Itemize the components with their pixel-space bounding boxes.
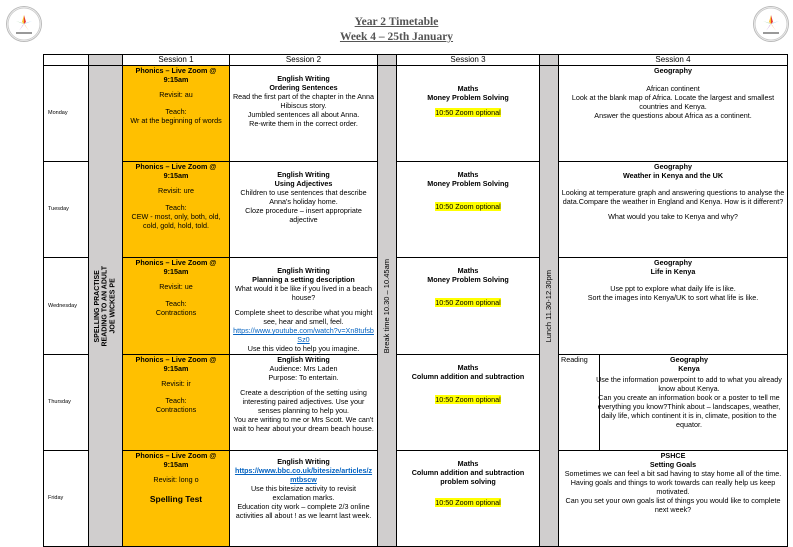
topic-line: Sort the images into Kenya/UK to sort what life is like. (587, 293, 759, 302)
topic-line: Use the information powerpoint to add to what you already know about Kenya. (596, 375, 782, 393)
english-line: You are writing to me or Mrs Scott. We can't wait to hear about your dream beach house. (233, 415, 374, 433)
topic-line: What would you take to Kenya and why? (608, 212, 738, 221)
maths-cell (397, 355, 540, 451)
topic-title: PSHCE (660, 451, 686, 460)
phonics-teach-label: Teach: (165, 396, 187, 405)
topic-subtitle: Weather in Kenya and the UK (622, 171, 724, 180)
corner-cell (44, 55, 89, 66)
english-line: Cloze procedure – insert appropriate adjective (245, 206, 362, 224)
maths-title: Maths (457, 363, 479, 372)
phonics-teach-label: Teach: (165, 107, 187, 116)
topic-cell (559, 66, 788, 162)
day-row-tuesday (44, 162, 788, 258)
maths-cell (397, 162, 540, 258)
topic-line: Answer the questions about Africa as a continent. (594, 111, 752, 120)
english-subtitle: Ordering Sentences (269, 83, 338, 92)
maths-subtitle: Money Problem Solving (427, 179, 509, 188)
phonics-title: Phonics – Live Zoom @ 9:15am (135, 258, 217, 276)
topic-subtitle: Kenya (678, 364, 700, 373)
english-cell (230, 451, 378, 547)
english-line: Jumbled sentences all about Anna. (247, 110, 360, 119)
english-line: Use this video to help you imagine. (247, 344, 360, 353)
phonics-cell (123, 355, 230, 451)
reading-subcell (559, 355, 600, 450)
english-cell (230, 66, 378, 162)
zoom-optional-badge: 10:50 Zoom optional (435, 395, 501, 404)
english-cell (230, 162, 378, 258)
youtube-link[interactable]: https://www.youtube.com/watch?v=Xn8tufsbSz0 (233, 326, 374, 344)
topic-line: Use ppt to explore what daily life is like. (610, 284, 736, 293)
day-row-wednesday (44, 258, 788, 355)
english-subtitle: Using Adjectives (274, 179, 333, 188)
day-label: Wednesday (44, 258, 89, 355)
english-line: Audience: Mrs Laden (269, 364, 338, 373)
english-title: English Writing (277, 355, 330, 364)
day-row-friday (44, 451, 788, 547)
topic-title: Geography (654, 258, 692, 267)
phonics-teach: Contractions (155, 308, 197, 317)
day-row-thursday (44, 355, 788, 451)
phonics-revisit: Revisit: long o (153, 475, 199, 484)
english-line: Read the first part of the chapter in the Anna Hibiscus story. (232, 92, 375, 110)
topic-cell (559, 162, 788, 258)
lunch-label: Lunch 11.30-12.30pm (543, 269, 553, 343)
topic-line: Can you create an information book or a poster to tell me everything you know?Think about – landscapes, weather, daily life, which continent it is in, climate, position to the equator. (597, 393, 781, 429)
spelling-reading-pe-column (89, 66, 123, 547)
english-line: What would it be like if you lived in a beach house? (234, 284, 373, 302)
topic-subtitle: Setting Goals (649, 460, 697, 469)
page-title: Year 2 Timetable (354, 16, 439, 28)
maths-cell (397, 451, 540, 547)
english-cell (230, 258, 378, 355)
english-line: Create a description of the setting using interesting paired adjectives. Use your senses planning to help you. (240, 388, 367, 415)
break-header-cell (378, 55, 397, 66)
topic-title: Geography (670, 355, 708, 364)
column-header-session-1: Session 1 (123, 55, 230, 66)
timetable-header-row (44, 55, 788, 66)
maths-subtitle: Money Problem Solving (427, 93, 509, 102)
english-line: Purpose: To entertain. (268, 373, 339, 382)
english-line: Use this bitesize activity to revisit exclamation marks. (250, 484, 357, 502)
column-header-session-4: Session 4 (559, 55, 788, 66)
spelling-test-label: Spelling Test (149, 494, 203, 504)
zoom-optional-badge: 10:50 Zoom optional (435, 298, 501, 307)
day-label: Monday (44, 66, 89, 162)
day-label: Friday (44, 451, 89, 547)
lunch-header-cell (540, 55, 559, 66)
topic-line: Sometimes we can feel a bit sad having to stay home all of the time. Having goals and things to work towards can really help us keep motivated. (564, 469, 782, 496)
bitesize-link[interactable]: https://www.bbc.co.uk/bitesize/articles/zmtbscw (234, 466, 373, 484)
english-title: English Writing (277, 170, 330, 179)
column-header-session-3: Session 3 (397, 55, 540, 66)
english-cell (230, 355, 378, 451)
phonics-revisit: Revisit: ir (161, 379, 191, 388)
topic-cell (559, 355, 788, 451)
maths-title: Maths (457, 266, 479, 275)
phonics-teach: Wr at the beginning of words (130, 116, 222, 125)
phonics-teach-label: Teach: (165, 299, 187, 308)
topic-cell (559, 451, 788, 547)
zoom-optional-badge: 10:50 Zoom optional (435, 498, 501, 507)
phonics-title: Phonics – Live Zoom @ 9:15am (135, 451, 217, 469)
english-line: Children to use sentences that describe Anna's holiday home. (240, 188, 367, 206)
english-title: English Writing (277, 74, 330, 83)
english-line: Re-write them in the correct order. (249, 119, 358, 128)
english-title: English Writing (277, 266, 330, 275)
day-row-monday (44, 66, 788, 162)
maths-title: Maths (457, 84, 479, 93)
phonics-teach-label: Teach: (165, 203, 187, 212)
topic-cell (559, 258, 788, 355)
column-header-session-2: Session 2 (230, 55, 378, 66)
spelling-header-cell (89, 55, 123, 66)
topic-title: Geography (654, 162, 692, 171)
english-line: Education city work – complete 2/3 online activities all about ! as we learnt last week. (235, 502, 372, 520)
day-label: Thursday (44, 355, 89, 451)
phonics-title: Phonics – Live Zoom @ 9:15am (135, 66, 217, 84)
maths-title: Maths (457, 170, 479, 179)
phonics-title: Phonics – Live Zoom @ 9:15am (135, 355, 217, 373)
maths-cell (397, 66, 540, 162)
break-time-column (378, 66, 397, 547)
topic-line: African continent (646, 84, 700, 93)
day-label: Tuesday (44, 162, 89, 258)
maths-subtitle: Column addition and subtraction (411, 372, 525, 381)
phonics-cell (123, 162, 230, 258)
break-time-label: Break time 10.30 – 10.45am (381, 258, 391, 354)
maths-cell (397, 258, 540, 355)
page-subtitle: Week 4 – 25th January (339, 31, 454, 43)
phonics-teach: CEW - most, only, both, old, cold, gold, hold, told. (131, 212, 221, 230)
phonics-revisit: Revisit: ue (159, 282, 193, 291)
lunch-column (540, 66, 559, 547)
maths-subtitle: Money Problem Solving (427, 275, 509, 284)
reading-label: Reading (561, 355, 588, 364)
maths-subtitle: Column addition and subtraction problem solving (411, 468, 525, 486)
phonics-title: Phonics – Live Zoom @ 9:15am (135, 162, 217, 180)
topic-line: Can you set your own goals list of things you would like to complete next week? (565, 496, 781, 514)
english-subtitle: Planning a setting description (252, 275, 355, 284)
phonics-cell (123, 66, 230, 162)
phonics-revisit: Revisit: ure (158, 186, 194, 195)
timetable (43, 54, 788, 547)
topic-line: Look at the blank map of Africa. Locate the largest and smallest countries and Kenya. (571, 93, 775, 111)
phonics-teach: Contractions (155, 405, 197, 414)
phonics-cell (123, 258, 230, 355)
zoom-optional-badge: 10:50 Zoom optional (435, 108, 501, 117)
topic-line: Looking at temperature graph and answering questions to analyse the data.Compare the weather in England and Kenya. How is it different? (561, 188, 785, 206)
phonics-revisit: Revisit: au (159, 90, 193, 99)
english-title: English Writing (277, 457, 330, 466)
maths-title: Maths (457, 459, 479, 468)
english-line: Complete sheet to describe what you might see, hear and smell, feel. (234, 308, 373, 326)
phonics-cell (123, 451, 230, 547)
spelling-reading-pe-label: SPELLING PRACTISE READING TO AN ADULT JOE WICKES PE (93, 265, 117, 347)
zoom-optional-badge: 10:50 Zoom optional (435, 202, 501, 211)
topic-title: Geography (654, 66, 692, 75)
topic-subtitle: Life in Kenya (650, 267, 696, 276)
